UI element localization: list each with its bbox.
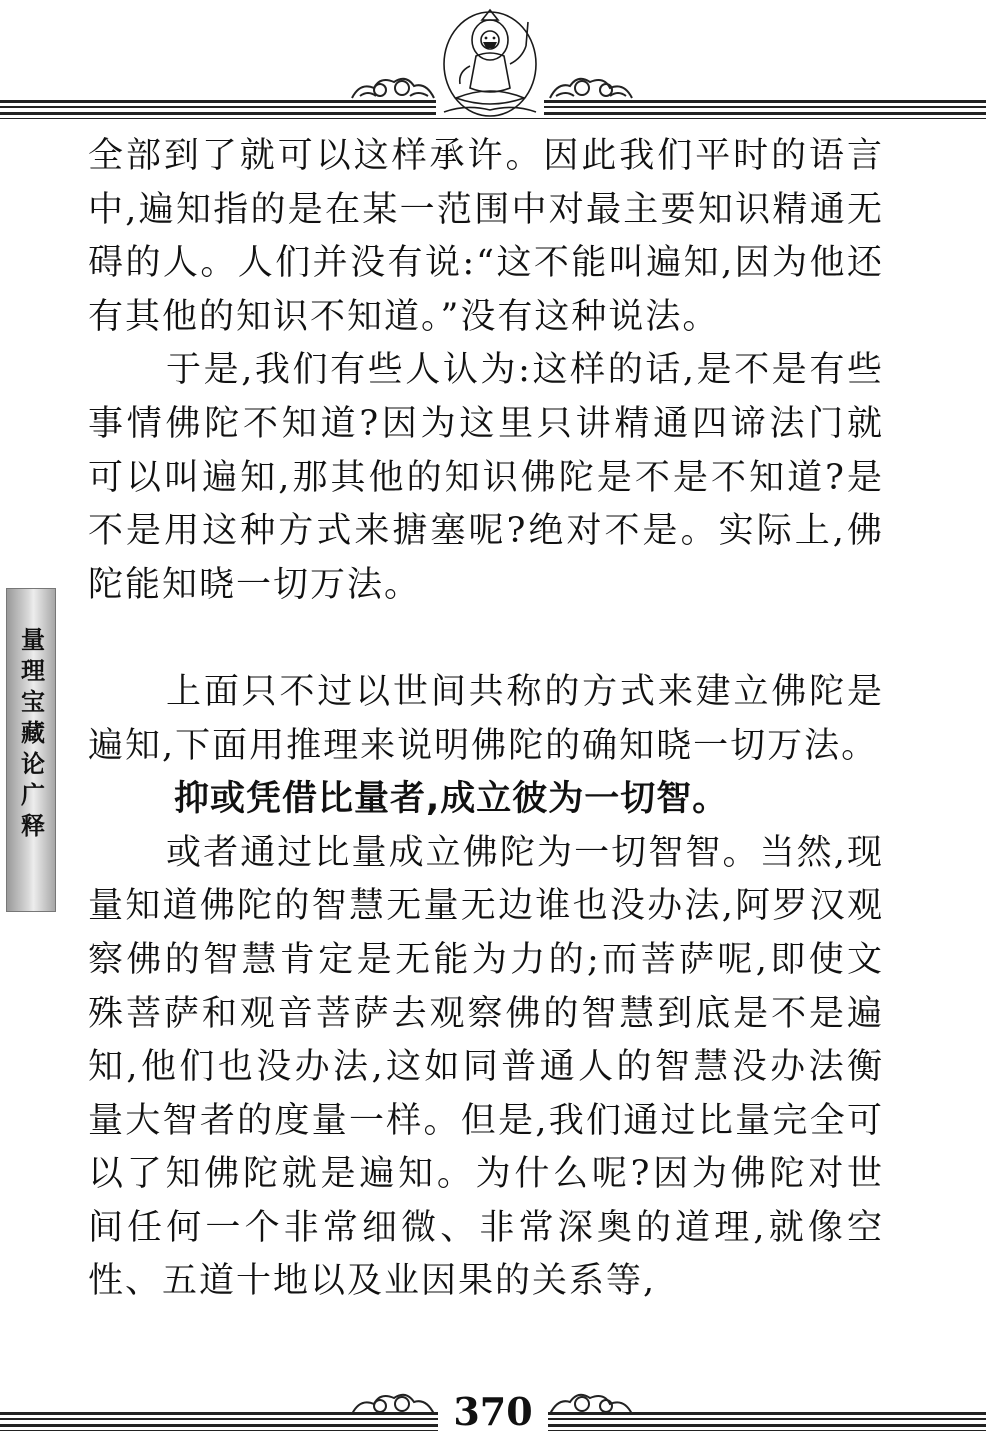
- left-cloud-ornament-icon: [350, 74, 436, 102]
- header-rule: [0, 118, 986, 119]
- footer-left-cloud-ornament-icon: [350, 1390, 436, 1418]
- paragraph: 上面只不过以世间共称的方式来建立佛陀是遍知,下面用推理来说明佛陀的确知晓一切万法。: [88, 671, 884, 766]
- body-text: [88, 130, 884, 1309]
- right-cloud-ornament-icon: [548, 74, 634, 102]
- side-tab: [6, 588, 56, 912]
- page-number: 370: [438, 1390, 548, 1434]
- side-tab-title: 量理宝藏论广释: [16, 627, 45, 844]
- paragraph: 或者通过比量成立佛陀为一切智智。当然,现量知道佛陀的智慧无量无边谁也没办法,阿罗汉观察佛的智慧肯定是无能为力的;而菩萨呢,即使文殊菩萨和观音菩萨去观察佛的智慧到底是不是遍知,他们也没办法,这如同普通人的智慧没办法衡量大智者的度量一样。但是,我们通过比量完全可以了知佛陀就是遍知。为什么呢?因为佛陀对世间任何一个非常细微、非常深奥的道理,就像空性、五道十地以及业因果的关系等,: [88, 832, 884, 1302]
- paragraph: 全部到了就可以这样承许。因此我们平时的语言中,遍知指的是在某一范围中对最主要知识精通无碍的人。人们并没有说:“这不能叫遍知,因为他还有其他的知识不知道。”没有这种说法。: [88, 136, 884, 337]
- paragraph: 于是,我们有些人认为:这样的话,是不是有些事情佛陀不知道?因为这里只讲精通四谛法门就可以叫遍知,那其他的知识佛陀是不是不知道?是不是用这种方式来搪塞呢?绝对不是。实际上,佛陀能知晓一切万法。: [88, 350, 884, 605]
- verse-heading: 抑或凭借比量者,成立彼为一切智。: [174, 779, 729, 820]
- deity-figure-icon: [436, 6, 544, 118]
- footer-right-cloud-ornament-icon: [548, 1390, 634, 1418]
